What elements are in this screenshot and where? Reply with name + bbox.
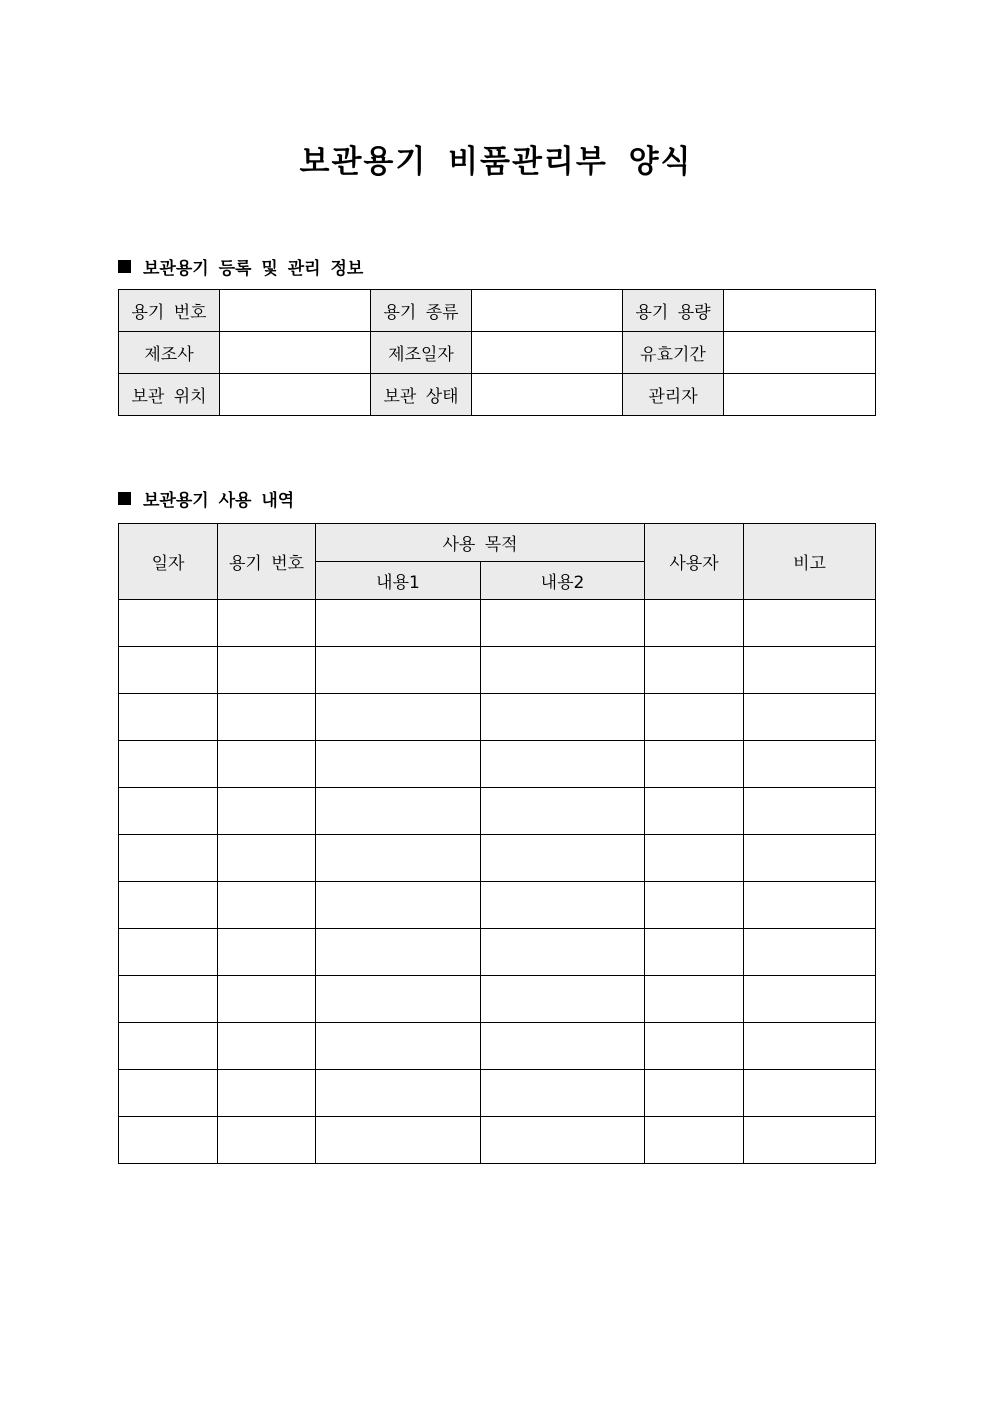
cell-user[interactable] xyxy=(645,835,744,882)
label-manufacturer: 제조사 xyxy=(119,332,220,374)
cell-content1[interactable] xyxy=(316,929,481,976)
cell-user[interactable] xyxy=(645,741,744,788)
table-row xyxy=(119,374,876,416)
cell-container-no[interactable] xyxy=(218,1023,316,1070)
registration-heading-text: 보관용기 등록 및 관리 정보 xyxy=(143,259,364,279)
cell-date[interactable] xyxy=(119,647,218,694)
cell-content1[interactable] xyxy=(316,600,481,647)
label-expiry: 유효기간 xyxy=(623,332,724,374)
cell-note[interactable] xyxy=(744,1070,876,1117)
label-manufacture-date: 제조일자 xyxy=(371,332,472,374)
cell-container-no[interactable] xyxy=(218,694,316,741)
header-purpose: 사용 목적 xyxy=(316,524,645,562)
table-row xyxy=(119,741,876,788)
registration-section-heading xyxy=(118,254,363,279)
table-row xyxy=(119,600,876,647)
table-row xyxy=(119,647,876,694)
cell-container-no[interactable] xyxy=(218,1117,316,1164)
cell-container-no[interactable] xyxy=(218,1070,316,1117)
cell-content1[interactable] xyxy=(316,647,481,694)
cell-date[interactable] xyxy=(119,788,218,835)
value-container-capacity[interactable] xyxy=(724,290,876,332)
cell-container-no[interactable] xyxy=(218,882,316,929)
cell-note[interactable] xyxy=(744,1117,876,1164)
label-storage-status: 보관 상태 xyxy=(371,374,472,416)
value-container-no[interactable] xyxy=(220,290,371,332)
cell-content1[interactable] xyxy=(316,835,481,882)
cell-content1[interactable] xyxy=(316,1070,481,1117)
cell-container-no[interactable] xyxy=(218,929,316,976)
cell-note[interactable] xyxy=(744,647,876,694)
cell-content2[interactable] xyxy=(481,1117,645,1164)
label-container-type: 용기 종류 xyxy=(371,290,472,332)
label-storage-location: 보관 위치 xyxy=(119,374,220,416)
table-row xyxy=(119,332,876,374)
value-storage-location[interactable] xyxy=(220,374,371,416)
label-manager: 관리자 xyxy=(623,374,724,416)
cell-user[interactable] xyxy=(645,1023,744,1070)
value-expiry[interactable] xyxy=(724,332,876,374)
cell-date[interactable] xyxy=(119,1023,218,1070)
cell-note[interactable] xyxy=(744,600,876,647)
value-container-type[interactable] xyxy=(472,290,623,332)
header-date: 일자 xyxy=(119,524,218,600)
cell-user[interactable] xyxy=(645,882,744,929)
cell-content2[interactable] xyxy=(481,600,645,647)
table-row xyxy=(119,882,876,929)
cell-note[interactable] xyxy=(744,882,876,929)
cell-content1[interactable] xyxy=(316,1117,481,1164)
cell-date[interactable] xyxy=(119,741,218,788)
cell-container-no[interactable] xyxy=(218,976,316,1023)
cell-container-no[interactable] xyxy=(218,647,316,694)
cell-container-no[interactable] xyxy=(218,741,316,788)
cell-content2[interactable] xyxy=(481,1023,645,1070)
cell-user[interactable] xyxy=(645,1070,744,1117)
usage-table xyxy=(118,523,876,1164)
cell-content1[interactable] xyxy=(316,1023,481,1070)
cell-content2[interactable] xyxy=(481,788,645,835)
cell-note[interactable] xyxy=(744,694,876,741)
cell-content2[interactable] xyxy=(481,647,645,694)
cell-note[interactable] xyxy=(744,788,876,835)
cell-content1[interactable] xyxy=(316,741,481,788)
header-content1: 내용1 xyxy=(316,562,481,600)
header-container-no: 용기 번호 xyxy=(218,524,316,600)
cell-note[interactable] xyxy=(744,741,876,788)
cell-content2[interactable] xyxy=(481,929,645,976)
cell-note[interactable] xyxy=(744,1023,876,1070)
cell-date[interactable] xyxy=(119,1117,218,1164)
cell-date[interactable] xyxy=(119,600,218,647)
cell-date[interactable] xyxy=(119,1070,218,1117)
table-header-row xyxy=(119,524,876,562)
cell-date[interactable] xyxy=(119,694,218,741)
header-user: 사용자 xyxy=(645,524,744,600)
usage-heading-text: 보관용기 사용 내역 xyxy=(143,491,295,511)
label-container-capacity: 용기 용량 xyxy=(623,290,724,332)
cell-content2[interactable] xyxy=(481,741,645,788)
cell-date[interactable] xyxy=(119,976,218,1023)
table-row xyxy=(119,694,876,741)
cell-content2[interactable] xyxy=(481,694,645,741)
usage-section-heading xyxy=(118,486,294,511)
cell-user[interactable] xyxy=(645,600,744,647)
cell-user[interactable] xyxy=(645,694,744,741)
table-row xyxy=(119,1023,876,1070)
cell-user[interactable] xyxy=(645,976,744,1023)
table-row xyxy=(119,290,876,332)
cell-content2[interactable] xyxy=(481,1070,645,1117)
cell-user[interactable] xyxy=(645,788,744,835)
table-row xyxy=(119,1117,876,1164)
value-manufacture-date[interactable] xyxy=(472,332,623,374)
cell-container-no[interactable] xyxy=(218,600,316,647)
cell-note[interactable] xyxy=(744,929,876,976)
cell-content1[interactable] xyxy=(316,882,481,929)
cell-date[interactable] xyxy=(119,929,218,976)
cell-content1[interactable] xyxy=(316,694,481,741)
value-storage-status[interactable] xyxy=(472,374,623,416)
cell-container-no[interactable] xyxy=(218,835,316,882)
cell-container-no[interactable] xyxy=(218,788,316,835)
square-bullet-icon xyxy=(118,492,131,505)
page-title: 보관용기 비품관리부 양식 xyxy=(299,144,693,180)
table-row xyxy=(119,788,876,835)
cell-date[interactable] xyxy=(119,882,218,929)
label-container-no: 용기 번호 xyxy=(119,290,220,332)
table-row xyxy=(119,835,876,882)
cell-user[interactable] xyxy=(645,1117,744,1164)
registration-table xyxy=(118,289,876,416)
value-manufacturer[interactable] xyxy=(220,332,371,374)
cell-content1[interactable] xyxy=(316,788,481,835)
cell-note[interactable] xyxy=(744,835,876,882)
table-row xyxy=(119,976,876,1023)
square-bullet-icon xyxy=(118,260,131,273)
cell-user[interactable] xyxy=(645,929,744,976)
table-row xyxy=(119,929,876,976)
cell-user[interactable] xyxy=(645,647,744,694)
cell-content2[interactable] xyxy=(481,976,645,1023)
cell-content2[interactable] xyxy=(481,882,645,929)
table-row xyxy=(119,1070,876,1117)
cell-content1[interactable] xyxy=(316,976,481,1023)
header-note: 비고 xyxy=(744,524,876,600)
header-content2: 내용2 xyxy=(481,562,645,600)
cell-note[interactable] xyxy=(744,976,876,1023)
cell-content2[interactable] xyxy=(481,835,645,882)
cell-date[interactable] xyxy=(119,835,218,882)
value-manager[interactable] xyxy=(724,374,876,416)
